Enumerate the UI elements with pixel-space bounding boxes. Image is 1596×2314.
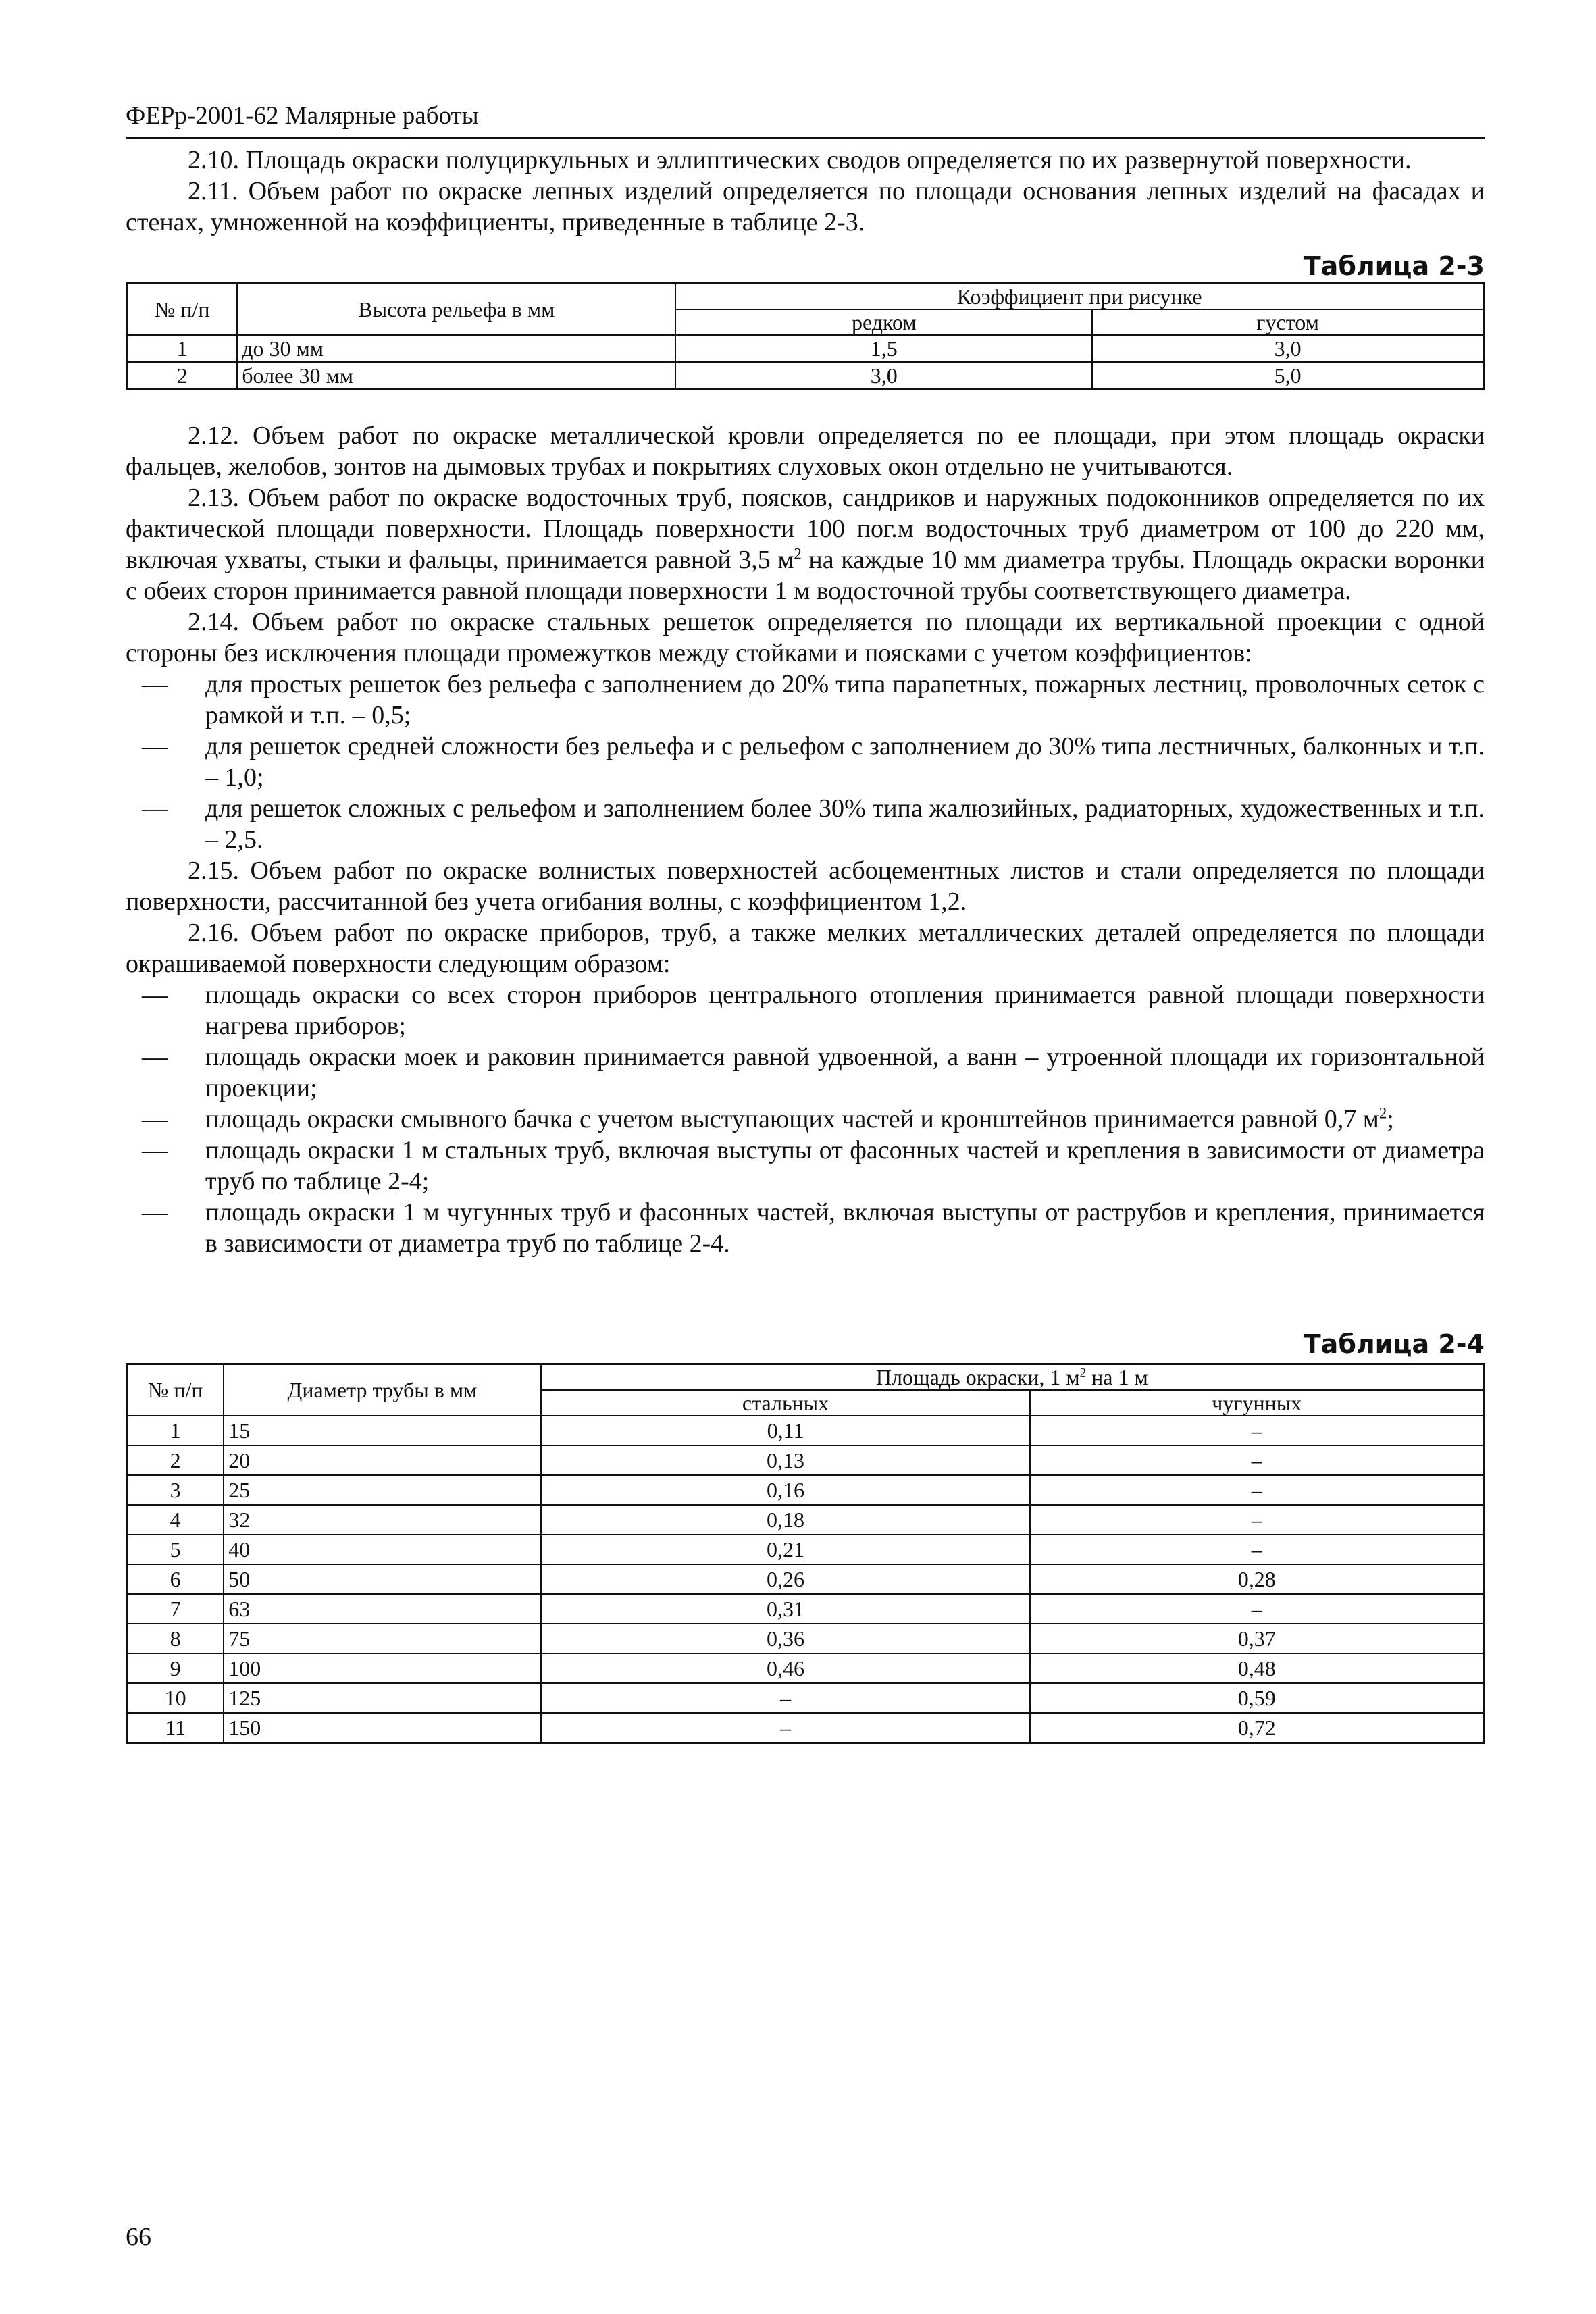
paragraph-2-14: 2.14. Объем работ по окраске стальных решеток определяется по площади их вертикальной проекции с одной стороны без исключения площади промежутков между стойками и поясками с учетом коэффициентов: <box>126 608 1485 667</box>
list-item-text: площадь окраски 1 м чугунных труб и фасонных частей, включая выступы от раструбов и крепления, принимается в зависимости от диаметра труб по таблице 2-4. <box>205 1198 1485 1258</box>
table-cell: 1,5 <box>675 335 1092 362</box>
header-rule <box>126 137 1485 139</box>
table-row <box>127 1535 1484 1564</box>
table-2-4-header-num: № п/п <box>127 1364 224 1416</box>
table-cell: 15 <box>224 1416 540 1445</box>
superscript: 2 <box>794 545 802 563</box>
table-cell: 6 <box>127 1564 224 1594</box>
table-cell: – <box>1030 1475 1483 1505</box>
paragraph-2-11: 2.11. Объем работ по окраске лепных изделий определяется по площади основания лепных изделий на фасадах и стенах, умноженной на коэффициенты, приведенные в таблице 2-3. <box>126 177 1485 236</box>
table-cell: 0,37 <box>1030 1624 1483 1653</box>
table-row <box>127 335 1484 362</box>
superscript: 2 <box>1379 1104 1387 1122</box>
superscript: 2 <box>1079 1366 1087 1381</box>
table-row <box>127 1594 1484 1624</box>
table-cell: 0,28 <box>1030 1564 1483 1594</box>
table-cell: 1 <box>127 335 238 362</box>
table-cell: 5,0 <box>1092 362 1483 389</box>
page-number: 66 <box>126 2223 151 2251</box>
list-item <box>126 979 1485 1042</box>
list-item-text: для решеток средней сложности без рельефа и с рельефом с заполнением до 30% типа лестничных, балконных и т.п. – 1,0; <box>205 732 1485 792</box>
table-2-3-header-group: Коэффициент при рисунке <box>675 284 1483 310</box>
table-cell: 0,72 <box>1030 1713 1483 1743</box>
table-row <box>127 1624 1484 1653</box>
table-cell: – <box>1030 1505 1483 1535</box>
table-cell: 0,26 <box>541 1564 1031 1594</box>
running-header: ФЕРр-2001-62 Малярные работы <box>126 102 479 130</box>
table-2-4-body <box>127 1416 1484 1743</box>
table-2-4-header-steel: стальных <box>541 1390 1031 1416</box>
table-2-3-header-num: № п/п <box>127 284 238 336</box>
table-cell: 1 <box>127 1416 224 1445</box>
table-cell: 125 <box>224 1683 540 1713</box>
list-item <box>126 669 1485 731</box>
table-cell: 5 <box>127 1535 224 1564</box>
list-item <box>126 731 1485 793</box>
table-cell: 0,16 <box>541 1475 1031 1505</box>
table-cell: 150 <box>224 1713 540 1743</box>
table-cell: 25 <box>224 1475 540 1505</box>
table-cell: 4 <box>127 1505 224 1535</box>
table-2-3-header-height: Высота рельефа в мм <box>237 284 675 336</box>
table-cell: 50 <box>224 1564 540 1594</box>
text-block-middle <box>126 420 1485 1259</box>
list-item <box>126 1197 1485 1259</box>
table-row <box>127 1653 1484 1683</box>
table-row <box>127 1683 1484 1713</box>
table-2-3 <box>126 282 1485 390</box>
dash-bullet: — <box>142 670 168 698</box>
table-cell: более 30 мм <box>237 362 675 389</box>
dash-bullet: — <box>142 794 168 823</box>
table-cell: 32 <box>224 1505 540 1535</box>
table-cell: 3,0 <box>1092 335 1483 362</box>
table-cell: 75 <box>224 1624 540 1653</box>
table-cell: 7 <box>127 1594 224 1624</box>
table-cell: – <box>541 1713 1031 1743</box>
text-block-top <box>126 145 1485 238</box>
dash-bullet: — <box>142 981 168 1009</box>
table-cell: 0,11 <box>541 1416 1031 1445</box>
table-cell: 8 <box>127 1624 224 1653</box>
table-2-3-header-dense: густом <box>1092 309 1483 335</box>
paragraph-2-16: 2.16. Объем работ по окраске приборов, труб, а также мелких металлических деталей определяется по площади окрашиваемой поверхности следующим образом: <box>126 919 1485 978</box>
list-item <box>126 793 1485 855</box>
table-2-4 <box>126 1363 1485 1744</box>
table-cell: до 30 мм <box>237 335 675 362</box>
table-cell: 63 <box>224 1594 540 1624</box>
table-cell: – <box>1030 1416 1483 1445</box>
table-cell: 3,0 <box>675 362 1092 389</box>
list-item-text: для простых решеток без рельефа с заполнением до 20% типа парапетных, пожарных лестниц, проволочных сеток с рамкой и т.п. – 0,5; <box>205 670 1485 729</box>
table-2-3-header-sparse: редком <box>675 309 1092 335</box>
table-cell: 0,13 <box>541 1445 1031 1475</box>
table-cell: – <box>541 1683 1031 1713</box>
table-2-4-title: Таблица 2-4 <box>1303 1329 1485 1359</box>
list-item-text: площадь окраски 1 м стальных труб, включая выступы от фасонных частей и крепления в зависимости от диаметра труб по таблице 2-4; <box>205 1136 1485 1195</box>
table-cell: – <box>1030 1535 1483 1564</box>
table-cell: 0,18 <box>541 1505 1031 1535</box>
table-cell: 0,31 <box>541 1594 1031 1624</box>
table-cell: 100 <box>224 1653 540 1683</box>
table-2-3-title: Таблица 2-3 <box>1303 251 1485 281</box>
paragraph-2-12: 2.12. Объем работ по окраске металлической кровли определяется по ее площади, при этом площадь окраски фальцев, желобов, зонтов на дымовых трубах и покрытиях слуховых окон отдельно не учитываются. <box>126 421 1485 481</box>
paragraph-2-13-part-a: 2.13. Объем работ по окраске водосточных труб, поясков, сандриков и наружных подоконников определяется по их фактической площади поверхности. Площадь поверхности 100 пог.м водосточных труб диаметром от 100 до 220 мм, включая ухваты, стыки и фальцы, принимается равной 3,5 м <box>126 484 1485 574</box>
table-cell: 10 <box>127 1683 224 1713</box>
table-cell: 0,59 <box>1030 1683 1483 1713</box>
list-item-text: площадь окраски смывного бачка с учетом выступающих частей и кронштейнов принимается равной 0,7 м <box>205 1105 1379 1133</box>
list-item-text: для решеток сложных с рельефом и заполнением более 30% типа жалюзийных, радиаторных, художественных и т.п. – 2,5. <box>205 794 1485 854</box>
table-cell: 3 <box>127 1475 224 1505</box>
table-cell: 2 <box>127 362 238 389</box>
table-row <box>127 1416 1484 1445</box>
table-cell: 2 <box>127 1445 224 1475</box>
table-row <box>127 1505 1484 1535</box>
paragraph-2-13-part-b: на каждые 10 мм диаметра трубы. Площадь окраски воронки с обеих сторон принимается равной площади поверхности 1 м водосточной трубы соответствующего диаметра. <box>126 546 1485 605</box>
list-item-text: площадь окраски со всех сторон приборов центрального отопления принимается равной площади поверхности нагрева приборов; <box>205 981 1485 1040</box>
table-cell: 0,21 <box>541 1535 1031 1564</box>
table-2-4-header-cast: чугунных <box>1030 1390 1483 1416</box>
table-2-4-header-diameter: Диаметр трубы в мм <box>224 1364 540 1416</box>
table-row <box>127 1564 1484 1594</box>
table-row <box>127 1713 1484 1743</box>
header-text: на 1 м <box>1086 1365 1148 1389</box>
list-item <box>126 1104 1485 1135</box>
header-text: Площадь окраски, 1 м <box>875 1365 1080 1389</box>
table-cell: 11 <box>127 1713 224 1743</box>
list-item-text: ; <box>1387 1105 1394 1133</box>
dash-bullet: — <box>142 1136 168 1164</box>
list-item-text: площадь окраски моек и раковин принимается равной удвоенной, а ванн – утроенной площади их горизонтальной проекции; <box>205 1043 1485 1102</box>
table-cell: – <box>1030 1445 1483 1475</box>
table-cell: 0,46 <box>541 1653 1031 1683</box>
table-cell: 20 <box>224 1445 540 1475</box>
dash-bullet: — <box>142 1105 168 1133</box>
table-2-4-header-group <box>541 1364 1484 1391</box>
dash-bullet: — <box>142 732 168 761</box>
table-row <box>127 1445 1484 1475</box>
table-cell: 40 <box>224 1535 540 1564</box>
table-cell: 0,36 <box>541 1624 1031 1653</box>
paragraph-2-10: 2.10. Площадь окраски полуциркульных и эллиптических сводов определяется по их развернутой поверхности. <box>188 146 1412 174</box>
dash-bullet: — <box>142 1043 168 1071</box>
table-cell: 0,48 <box>1030 1653 1483 1683</box>
table-row <box>127 362 1484 389</box>
dash-bullet: — <box>142 1198 168 1227</box>
table-cell: – <box>1030 1594 1483 1624</box>
paragraph-2-13 <box>126 482 1485 607</box>
table-row <box>127 1475 1484 1505</box>
list-item <box>126 1042 1485 1104</box>
list-item <box>126 1135 1485 1197</box>
paragraph-2-15: 2.15. Объем работ по окраске волнистых поверхностей асбоцементных листов и стали определяется по площади поверхности, рассчитанной без учета огибания волны, с коэффициентом 1,2. <box>126 856 1485 916</box>
table-cell: 9 <box>127 1653 224 1683</box>
